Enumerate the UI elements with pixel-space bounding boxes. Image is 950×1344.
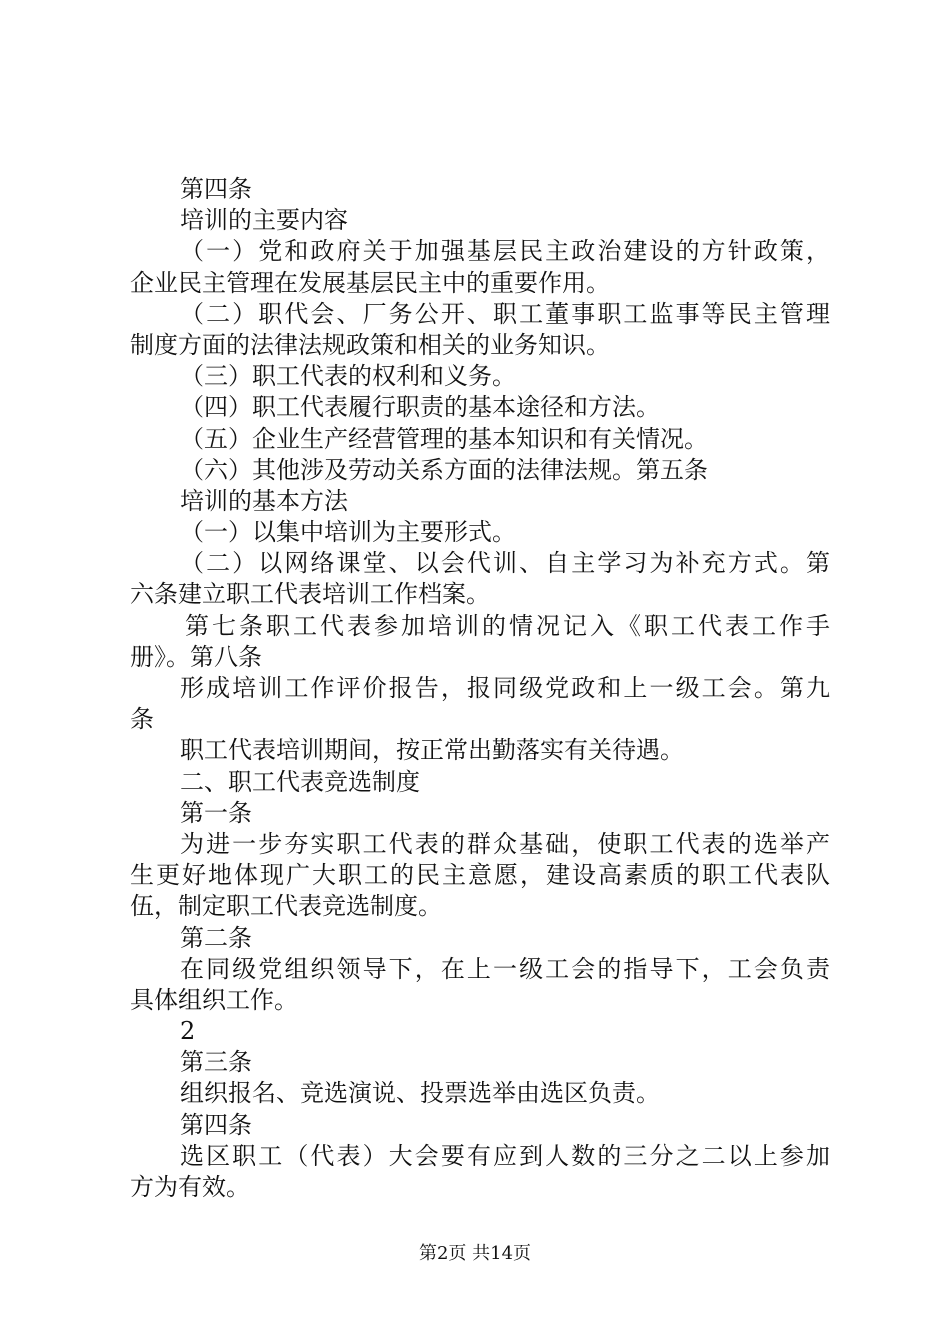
paragraph-line: 册》。第八条 <box>130 642 262 671</box>
paragraph-line: 组织报名、竞选演说、投票选举由选区负责。 <box>180 1079 660 1108</box>
section-title: 培训的主要内容 <box>180 206 348 235</box>
chapter-heading: 二、职工代表竞选制度 <box>180 767 420 796</box>
paragraph-line: 在同级党组织领导下，在上一级工会的指导下，工会负责 <box>180 954 830 983</box>
paragraph-line: 职工代表培训期间，按正常出勤落实有关待遇。 <box>180 736 684 765</box>
paragraph-line: 制度方面的法律法规政策和相关的业务知识。 <box>130 330 610 359</box>
article-heading: 第一条 <box>180 798 252 827</box>
paragraph-line: 六条建立职工代表培训工作档案。 <box>130 580 490 609</box>
paragraph-line: 第七条职工代表参加培训的情况记入《职工代表工作手 <box>185 611 830 640</box>
paragraph-line: （六）其他涉及劳动关系方面的法律法规。第五条 <box>180 455 708 484</box>
paragraph-line: 选区职工（代表）大会要有应到人数的三分之二以上参加 <box>180 1141 830 1170</box>
paragraph-line: （一）党和政府关于加强基层民主政治建设的方针政策， <box>180 237 830 266</box>
article-heading: 第四条 <box>180 175 252 203</box>
paragraph-line: （二）职代会、厂务公开、职工董事职工监事等民主管理 <box>180 299 830 328</box>
article-heading: 第二条 <box>180 923 252 952</box>
inline-page-number: 2 <box>180 1017 196 1046</box>
paragraph-line: 条 <box>130 705 154 734</box>
article-heading: 第三条 <box>180 1048 252 1077</box>
paragraph-line: 生更好地体现广大职工的民主意愿，建设高素质的职工代表队 <box>130 861 830 890</box>
page-footer: 第2页 共14页 <box>418 1243 532 1264</box>
paragraph-line: 形成培训工作评价报告，报同级党政和上一级工会。第九 <box>180 674 830 702</box>
paragraph-line: 为进一步夯实职工代表的群众基础，使职工代表的选举产 <box>180 829 830 858</box>
paragraph-line: 伍，制定职工代表竞选制度。 <box>130 892 442 921</box>
section-title: 培训的基本方法 <box>180 486 348 515</box>
document-body <box>130 174 830 1203</box>
paragraph-line: 企业民主管理在发展基层民主中的重要作用。 <box>130 268 610 297</box>
paragraph-line: （二）以网络课堂、以会代训、自主学习为补充方式。第 <box>180 549 830 578</box>
paragraph-line: （四）职工代表履行职责的基本途径和方法。 <box>180 393 660 422</box>
paragraph-line: （五）企业生产经营管理的基本知识和有关情况。 <box>180 424 708 453</box>
paragraph-line: （一）以集中培训为主要形式。 <box>180 518 516 547</box>
paragraph-line: 具体组织工作。 <box>130 985 298 1014</box>
article-heading: 第四条 <box>180 1110 252 1139</box>
paragraph-line: 方为有效。 <box>130 1173 250 1201</box>
paragraph-line: （三）职工代表的权利和义务。 <box>180 362 516 391</box>
